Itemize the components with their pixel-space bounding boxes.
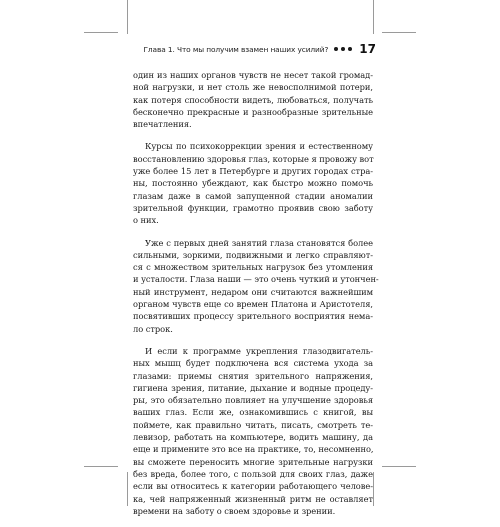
text-line: поймете, как правильно читать, писать, смотреть те-	[133, 419, 373, 430]
text-line: посвятивших процессу зрительного восприятия нема-	[133, 311, 373, 322]
text-line: восстановлению здоровья глаз, которые я провожу вот	[133, 153, 374, 164]
crop-mark	[382, 32, 416, 33]
paragraph	[133, 345, 373, 517]
text-line: о них.	[133, 215, 159, 226]
text-line: ных мышц будет подключена вся система ухода за	[133, 358, 373, 369]
text-line: ло строк.	[133, 323, 173, 334]
text-line: И если к программе укрепления глазодвигатель-	[145, 345, 373, 356]
text-line: ры, это обязательно повлияет на улучшение здоровья	[133, 395, 373, 406]
text-line: уже более 15 лет в Петербурге и других городах стра-	[133, 166, 373, 177]
text-line: времени на заботу о своем здоровье и зрении.	[133, 505, 336, 516]
text-line: ны, постоянно убеждают, как быстро можно помочь	[133, 178, 373, 189]
body-text	[133, 69, 379, 527]
text-line: один из наших органов чувств не несет такой громад-	[133, 70, 373, 80]
text-line: гигиена зрения, питание, дыхание и водные процеду-	[133, 382, 373, 393]
text-line: Уже с первых дней занятий глаза становятся более	[145, 237, 373, 248]
text-line: как потеря способности видеть, любоваться, получать	[133, 94, 373, 105]
dot-icon	[348, 47, 352, 51]
text-line: ной нагрузки, и нет столь же невосполнимой потери,	[133, 82, 373, 93]
text-line: глазам даже в самой запущенной стадии аномалии	[133, 190, 373, 201]
text-line: ный инструмент, недаром они считаются важнейшим	[133, 286, 373, 297]
text-line: ся с множеством зрительных нагрузок без утомления	[133, 262, 373, 273]
chapter-title: Глава 1. Что мы получим взамен наших усилий?	[143, 44, 329, 54]
crop-mark	[84, 466, 118, 467]
paragraph	[133, 69, 373, 130]
text-line: сильными, зоркими, подвижными и легко справляют-	[133, 249, 373, 260]
text-line: еще и примените это все на практике, то, несомненно,	[133, 444, 374, 455]
crop-mark	[373, 0, 374, 34]
text-line: если вы относитесь к категории работающего челове-	[133, 481, 373, 492]
text-line: ка, чей напряженный жизненный ритм не оставляет	[133, 493, 373, 504]
paragraph	[133, 140, 373, 226]
header-dots-icon	[334, 47, 352, 51]
page-number: 17	[359, 42, 376, 56]
crop-mark	[373, 472, 374, 506]
text-line: бесконечно прекрасные и разнообразные зрительные	[133, 106, 373, 117]
crop-mark	[127, 0, 128, 34]
text-line: без вреда, более того, с пользой для своих глаз, даже	[133, 468, 373, 479]
text-line: органом чувств еще со времен Платона и Аристотеля,	[133, 299, 373, 310]
text-line: ваших глаз. Если же, ознакомившись с книгой, вы	[133, 407, 373, 418]
crop-mark	[127, 472, 128, 506]
text-line: Курсы по психокоррекции зрения и естественному	[145, 141, 373, 152]
text-line: вы сможете переносить многие зрительные нагрузки	[133, 456, 373, 467]
dot-icon	[341, 47, 345, 51]
text-line: левизор, работать на компьютере, водить машину, да	[133, 432, 373, 443]
crop-mark	[84, 32, 118, 33]
text-line: и усталости. Глаза наши — это очень чуткий и утончен-	[133, 274, 379, 285]
crop-mark	[382, 466, 416, 467]
dot-icon	[334, 47, 338, 51]
text-line: глазами: приемы снятия зрительного напряжения,	[133, 370, 373, 381]
paragraph	[133, 237, 379, 335]
text-line: впечатления.	[133, 119, 192, 130]
running-header	[143, 41, 376, 57]
text-line: зрительной функции, грамотно проявив свою заботу	[133, 202, 373, 213]
